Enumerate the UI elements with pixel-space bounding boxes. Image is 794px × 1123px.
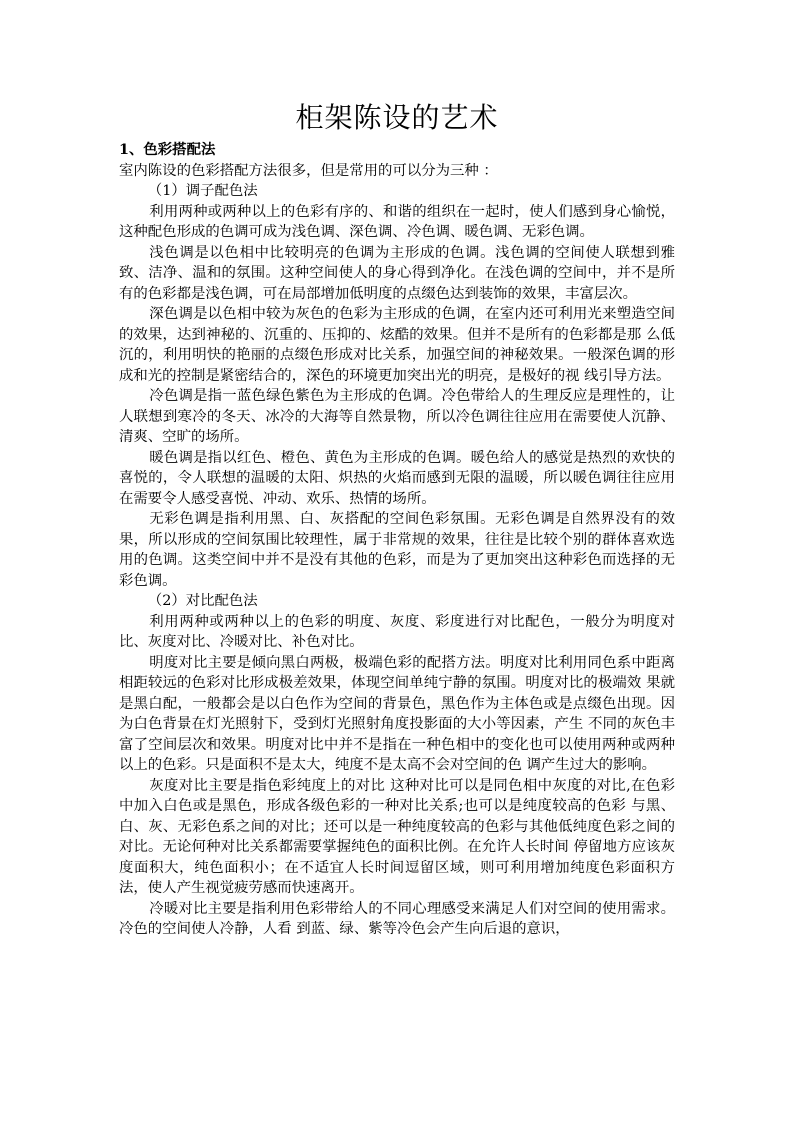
body-paragraph: 明度对比主要是倾向黑白两极，极端色彩的配搭方法。明度对比利用同色系中距离相距较远的色彩对比形成极差效果，体现空间单纯宁静的氛围。明度对比的极端效 果就是黑白配，一般都会是以白色作为空间的背景色，黑色作为主体色或是点缀色出现。因为白色背景在灯光照射下，受到灯光照射角度投影面的大小等因素，产生 不同的灰色丰富了空间层次和效果。明度对比中并不是指在一种色相中的变化也可以使用两种或两种以上的色彩。只是面积不是太大，纯度不是太高不会对空间的色 调产生过大的影响。 <box>119 654 675 773</box>
body-paragraph: 灰度对比主要是指色彩纯度上的对比 这种对比可以是同色相中灰度的对比,在色彩中加入白色或是黑色，形成各级色彩的一种对比关系;也可以是纯度较高的色彩 与黑、白、灰、无彩色系之间的对比；还可以是一种纯度较高的色彩与其他低纯度色彩之间的对比。无论何种对比关系都需要掌握纯色的面积比例。在允许人长时间 停留地方应该灰度面积大，纯色面积小；在不适宜人长时间逗留区域，则可利用增加纯度色彩面积方法，使人产生视觉疲劳感而快速离开。 <box>119 777 675 896</box>
document-body <box>119 140 675 940</box>
body-paragraph: 暖色调是指以红色、橙色、黄色为主形成的色调。暖色给人的感觉是热烈的欢快的喜悦的，令人联想的温暖的太阳、炽热的火焰而感到无限的温暖，所以暖色调往往应用在需要令人感受喜悦、冲动、欢乐、热情的场所。 <box>119 449 675 507</box>
body-paragraph: 深色调是以色相中较为灰色的色彩为主形成的色调，在室内还可利用光来塑造空间的效果，达到神秘的、沉重的、压抑的、炫酷的效果。但并不是所有的色彩都是那 么低沉的，利用明快的艳丽的点缀色形成对比关系，加强空间的神秘效果。一般深色调的形成和光的控制是紧密结合的，深色的环境更加突出光的明亮，是极好的视 线引导方法。 <box>119 306 675 384</box>
body-paragraph: 冷暖对比主要是指利用色彩带给人的不同心理感受来满足人们对空间的使用需求。冷色的空间使人冷静，人看 到蓝、绿、紫等冷色会产生向后退的意识， <box>119 900 675 937</box>
body-paragraph: 利用两种或两种以上的色彩的明度、灰度、彩度进行对比配色，一般分为明度对比、灰度对比、冷暖对比、补色对比。 <box>119 613 675 650</box>
body-paragraph: 冷色调是指一蓝色绿色紫色为主形成的色调。冷色带给人的生理反应是理性的，让人联想到寒冷的冬天、冰冷的大海等自然景物，所以冷色调往往应用在需要使人沉静、清爽、空旷的场所。 <box>119 388 675 445</box>
body-paragraph: 浅色调是以色相中比较明亮的色调为主形成的色调。浅色调的空间使人联想到雅致、洁净、温和的氛围。这种空间使人的身心得到净化。在浅色调的空间中，并不是所有的色彩都是浅色调，可在局部增加低明度的点缀色达到装饰的效果，丰富层次。 <box>119 244 675 302</box>
section-heading: 1、色彩搭配法 <box>119 141 216 158</box>
subsection-heading: （1）调子配色法 <box>147 183 258 199</box>
body-paragraph: 无彩色调是指利用黑、白、灰搭配的空间色彩氛围。无彩色调是自然界没有的效果，所以形成的空间氛围比较理性，属于非常规的效果，往往是比较个别的群体喜欢选用的色调。这类空间中并不是没有其他的色彩，而是为了更加突出这种彩色而选择的无彩色调。 <box>119 511 675 589</box>
body-paragraph: 室内陈设的色彩搭配方法很多，但是常用的可以分为三种 ： <box>119 162 498 179</box>
subsection-heading: （2）对比配色法 <box>147 593 258 609</box>
body-paragraph: 利用两种或两种以上的色彩有序的、和谐的组织在一起时，使人们感到身心愉悦，这种配色形成的色调可成为浅色调、深色调、冷色调、暖色调、无彩色调。 <box>119 203 675 240</box>
document-title: 柜架陈设的艺术 <box>295 101 499 134</box>
